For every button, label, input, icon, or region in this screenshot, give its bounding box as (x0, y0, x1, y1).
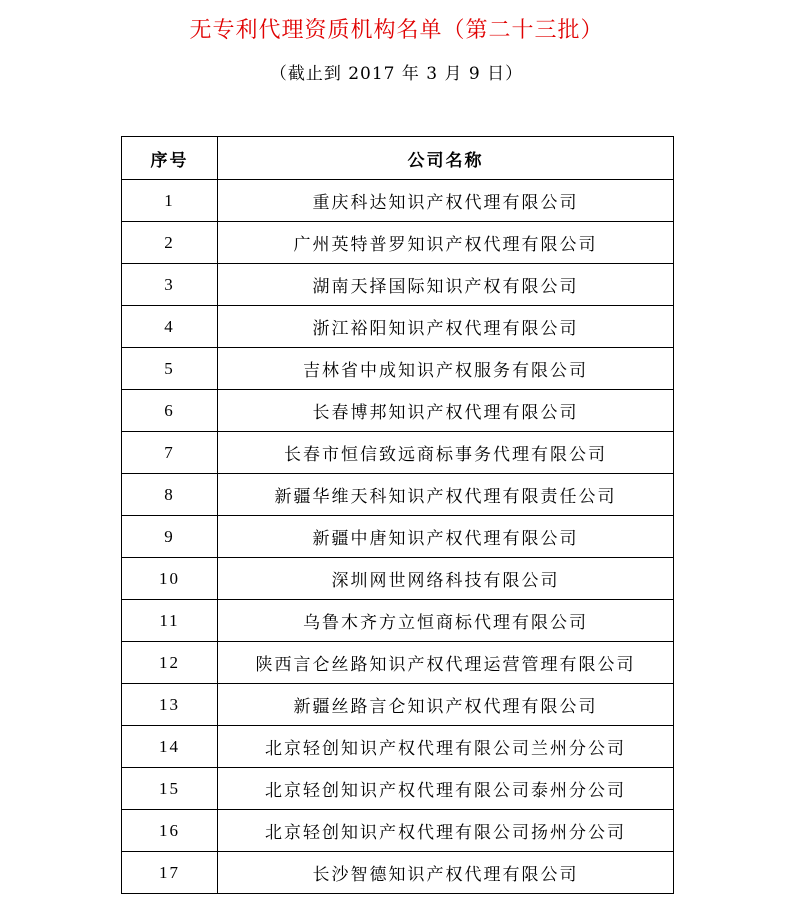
company-name: 长春市恒信致远商标事务代理有限公司 (218, 432, 674, 474)
table-row (122, 810, 674, 852)
company-name: 新疆中唐知识产权代理有限公司 (218, 516, 674, 558)
row-number: 2 (122, 222, 218, 264)
row-number: 7 (122, 432, 218, 474)
cutoff-date-subtitle: （截止到 2017 年 3 月 9 日） (269, 64, 524, 84)
table-header-row (122, 137, 674, 180)
table-row (122, 306, 674, 348)
table-row (122, 474, 674, 516)
company-name: 长沙智德知识产权代理有限公司 (218, 852, 674, 894)
table-row (122, 768, 674, 810)
table-row (122, 348, 674, 390)
row-number: 10 (122, 558, 218, 600)
company-name: 重庆科达知识产权代理有限公司 (218, 180, 674, 222)
company-name: 浙江裕阳知识产权代理有限公司 (218, 306, 674, 348)
row-number: 16 (122, 810, 218, 852)
row-number: 3 (122, 264, 218, 306)
page-title: 无专利代理资质机构名单（第二十三批） (189, 18, 604, 43)
company-name: 深圳网世网络科技有限公司 (218, 558, 674, 600)
table-row (122, 558, 674, 600)
row-number: 8 (122, 474, 218, 516)
company-name: 长春博邦知识产权代理有限公司 (218, 390, 674, 432)
row-number: 1 (122, 180, 218, 222)
company-name: 北京轻创知识产权代理有限公司兰州分公司 (218, 726, 674, 768)
row-number: 4 (122, 306, 218, 348)
company-name: 陕西言仑丝路知识产权代理运营管理有限公司 (218, 642, 674, 684)
table-row (122, 390, 674, 432)
row-number: 17 (122, 852, 218, 894)
table-row (122, 726, 674, 768)
row-number: 12 (122, 642, 218, 684)
row-number: 15 (122, 768, 218, 810)
company-name: 新疆丝路言仑知识产权代理有限公司 (218, 684, 674, 726)
company-name: 乌鲁木齐方立恒商标代理有限公司 (218, 600, 674, 642)
row-number: 13 (122, 684, 218, 726)
company-name: 新疆华维天科知识产权代理有限责任公司 (218, 474, 674, 516)
table-row (122, 264, 674, 306)
company-name: 吉林省中成知识产权服务有限公司 (218, 348, 674, 390)
row-number: 11 (122, 600, 218, 642)
table-row (122, 642, 674, 684)
column-header-number: 序号 (122, 137, 218, 180)
row-number: 14 (122, 726, 218, 768)
table-row (122, 600, 674, 642)
row-number: 9 (122, 516, 218, 558)
company-name: 湖南天择国际知识产权有限公司 (218, 264, 674, 306)
row-number: 5 (122, 348, 218, 390)
company-name: 广州英特普罗知识产权代理有限公司 (218, 222, 674, 264)
table-row (122, 432, 674, 474)
table-row (122, 516, 674, 558)
table-row (122, 852, 674, 894)
row-number: 6 (122, 390, 218, 432)
company-name: 北京轻创知识产权代理有限公司扬州分公司 (218, 810, 674, 852)
agency-list-table (121, 136, 674, 894)
column-header-company-name: 公司名称 (218, 137, 674, 180)
table-row (122, 684, 674, 726)
company-name: 北京轻创知识产权代理有限公司泰州分公司 (218, 768, 674, 810)
table-row (122, 180, 674, 222)
table-row (122, 222, 674, 264)
